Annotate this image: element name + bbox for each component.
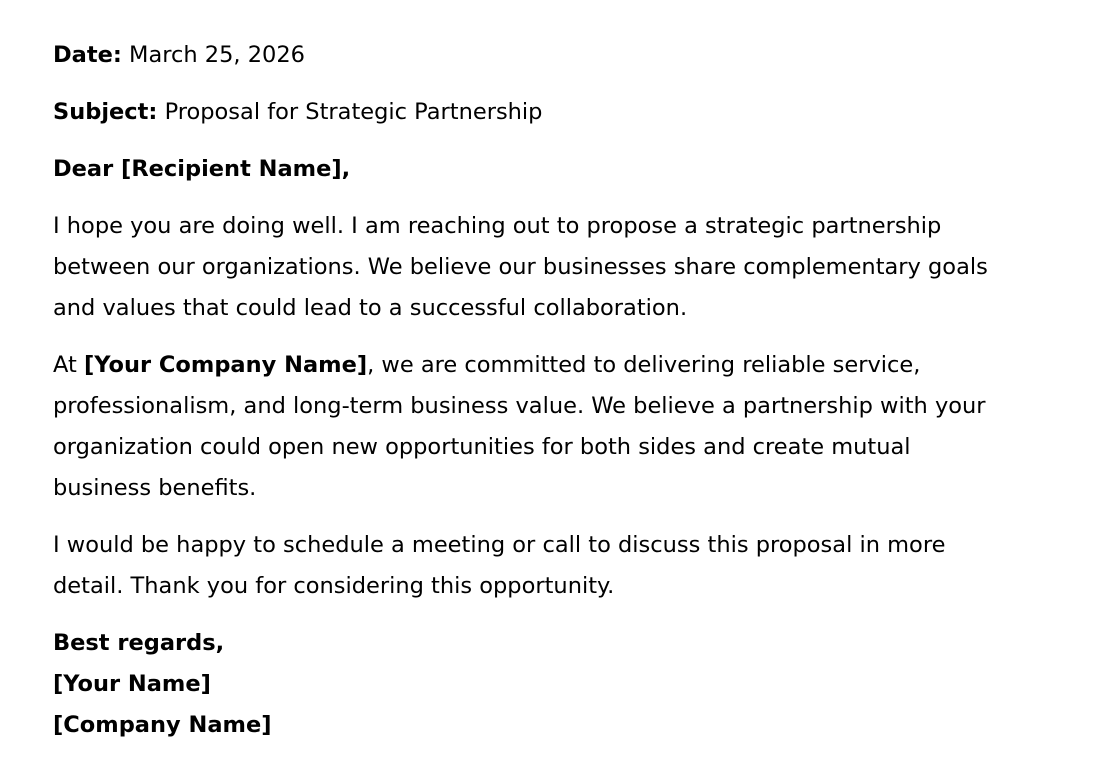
paragraph-closing: [53, 525, 1118, 607]
subject-label: Subject:: [53, 99, 158, 125]
salutation: [53, 149, 1118, 190]
paragraph-line: I would be happy to schedule a meeting or call to discuss this proposal in more: [53, 532, 946, 558]
signature-block: [53, 623, 1118, 746]
date-line: [53, 35, 1118, 76]
paragraph-line: I hope you are doing well. I am reaching out to propose a strategic partnership: [53, 213, 942, 239]
paragraph-text: , we are committed to delivering reliable service,: [367, 352, 921, 378]
closing-text: [53, 623, 1118, 664]
company-placeholder: [Your Company Name]: [83, 352, 368, 378]
paragraph-line: [53, 345, 1118, 386]
signer-name: [53, 664, 1118, 705]
closing-bold: Best regards,: [53, 630, 225, 656]
salutation-text: Dear [Recipient Name],: [53, 156, 351, 182]
paragraph-line: between our organizations. We believe our businesses share complementary goals: [53, 254, 988, 280]
paragraph-intro: [53, 206, 1118, 329]
subject-value: Proposal for Strategic Partnership: [164, 99, 543, 125]
paragraph-line: professionalism, and long-term business value. We believe a partnership with your: [53, 393, 986, 419]
signer-company: [53, 705, 1118, 746]
paragraph-company: [53, 345, 1118, 509]
paragraph-line: and values that could lead to a successful collaboration.: [53, 295, 688, 321]
paragraph-prefix: At: [53, 352, 84, 378]
subject-line: [53, 92, 1118, 133]
signer-company-bold: [Company Name]: [53, 712, 272, 738]
paragraph-line: organization could open new opportunities for both sides and create mutual: [53, 434, 911, 460]
date-label: Date:: [53, 42, 122, 68]
paragraph-line: business benefits.: [53, 475, 257, 501]
paragraph-line: detail. Thank you for considering this opportunity.: [53, 573, 615, 599]
date-value: March 25, 2026: [129, 42, 305, 68]
signer-name-bold: [Your Name]: [53, 671, 211, 697]
